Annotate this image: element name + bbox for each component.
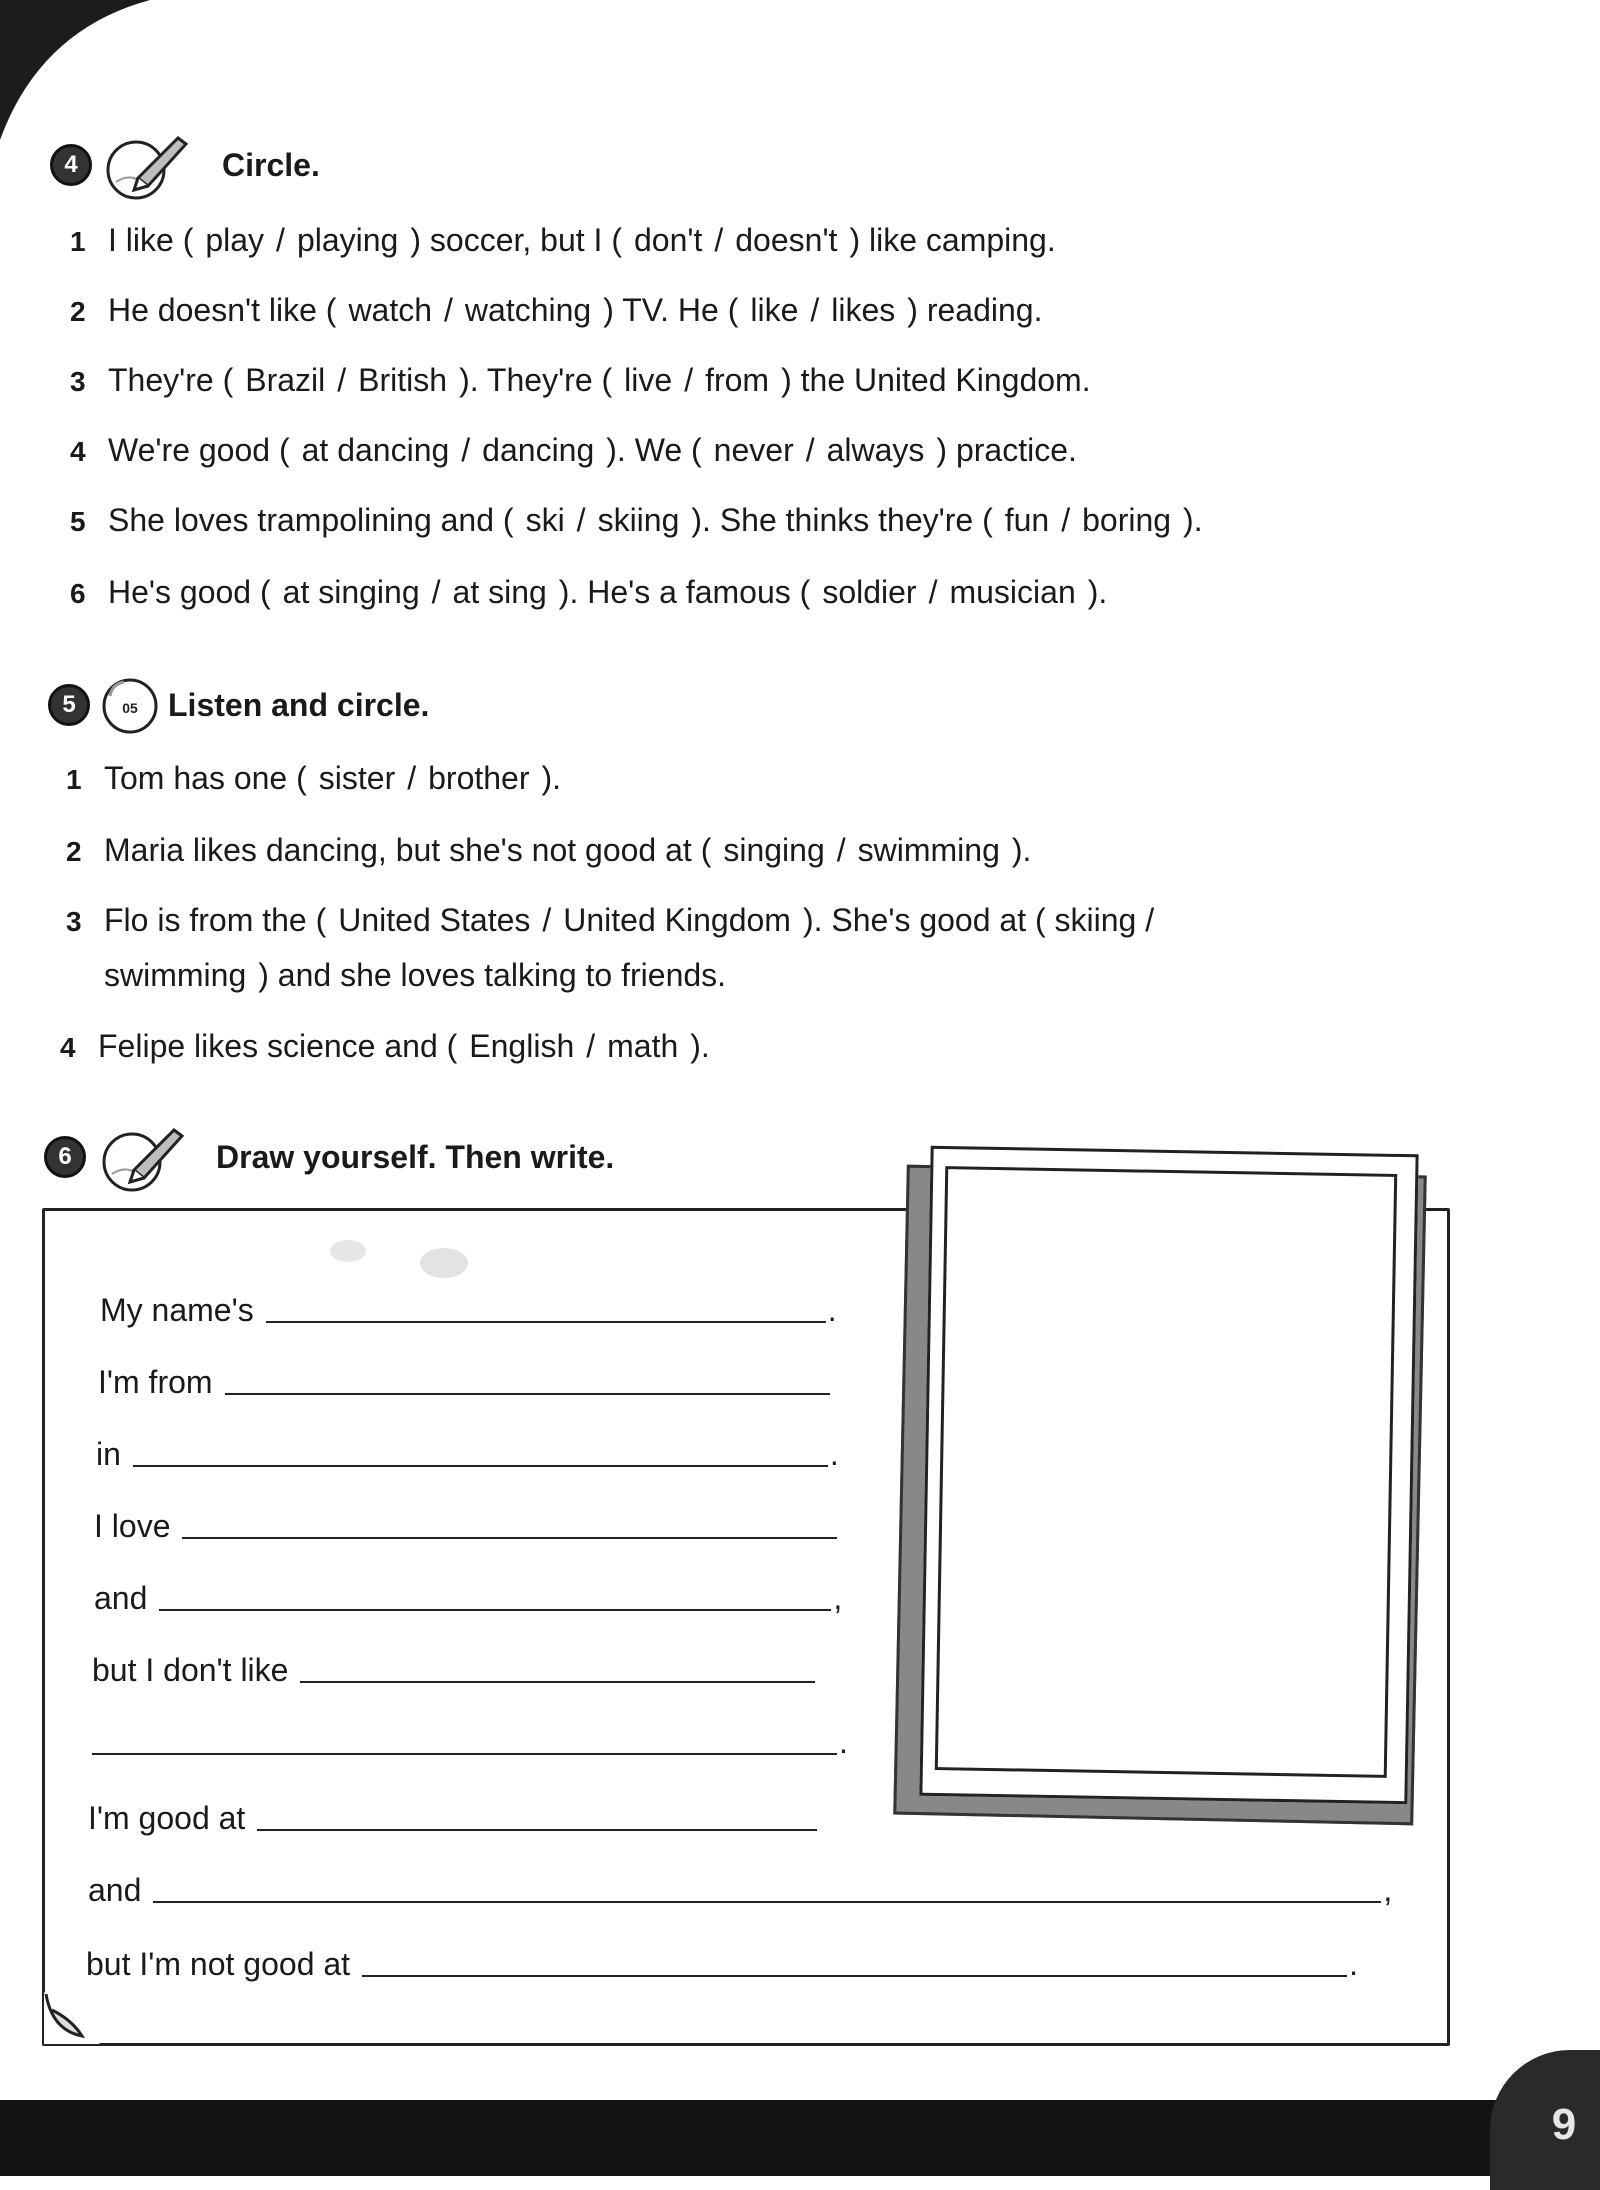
exercise-5-item-3: 3 Flo is from the ( United States / United Kingdom ). She's good at ( skiing / (66, 902, 1155, 938)
paper-stain (330, 1240, 366, 1262)
answer-blank[interactable] (300, 1681, 815, 1683)
page-corner-decoration (0, 0, 150, 140)
write-line-in: in . (96, 1436, 839, 1472)
track-number: 05 (122, 700, 138, 716)
page-number: 9 (1551, 2100, 1577, 2149)
write-line-love: I love (94, 1508, 839, 1545)
exercise-5-item-3-continued: swimming ) and she loves talking to friends. (104, 957, 727, 993)
write-line-not-good-at: but I'm not good at . (86, 1946, 1358, 1982)
exercise-5-item-4: 4 Felipe likes science and ( English / math ). (60, 1028, 710, 1064)
section-4-title: Circle. (222, 146, 320, 183)
audio-cd-icon (96, 670, 162, 740)
write-line-name: My name's . (100, 1292, 837, 1328)
answer-blank[interactable] (182, 1537, 837, 1539)
section-6-title: Draw yourself. Then write. (216, 1138, 615, 1175)
write-line-good-at: I'm good at (88, 1800, 819, 1837)
exercise-5-item-1: 1 Tom has one ( sister / brother ). (66, 760, 562, 796)
exercise-4-item-6: 6 He's good ( at singing / at sing ). He's a famous ( soldier / musician ). (70, 574, 1108, 610)
answer-blank[interactable] (92, 1753, 837, 1755)
exercise-4-item-3: 3 They're ( Brazil / British ). They're ( live / from ) the United Kingdom. (70, 362, 1091, 398)
answer-blank[interactable] (257, 1829, 817, 1831)
exercise-5-item-2: 2 Maria likes dancing, but she's not good at ( singing / swimming ). (66, 832, 1032, 868)
write-line-dont-like-continued: . (80, 1724, 848, 1761)
pencil-icon (98, 130, 208, 200)
write-line-dont-like: but I don't like (92, 1652, 817, 1689)
answer-blank[interactable] (362, 1975, 1347, 1977)
exercise-4-item-2: 2 He doesn't like ( watch / watching ) TV. He ( like / likes ) reading. (70, 292, 1043, 328)
page-curl-icon (42, 1990, 102, 2046)
write-line-and-2: and , (88, 1872, 1393, 1908)
answer-blank[interactable] (225, 1393, 830, 1395)
section-6-number: 6 (44, 1136, 86, 1178)
footer-bar (0, 2100, 1600, 2176)
answer-blank[interactable] (133, 1465, 828, 1467)
section-5-title: Listen and circle. (168, 686, 430, 723)
section-4-number: 4 (50, 144, 92, 186)
pencil-icon (92, 1122, 202, 1192)
drawing-area[interactable] (935, 1166, 1397, 1778)
answer-blank[interactable] (266, 1321, 826, 1323)
section-6-header (44, 1122, 614, 1192)
exercise-4-item-1: 1 I like ( play / playing ) soccer, but I ( don't / doesn't ) like camping. (70, 222, 1056, 258)
section-4-header (50, 130, 320, 200)
section-5-header (48, 670, 429, 740)
paper-stain (420, 1248, 468, 1278)
write-line-and: and , (94, 1580, 843, 1616)
exercise-4-item-4: 4 We're good ( at dancing / dancing ). We ( never / always ) practice. (70, 432, 1077, 468)
exercise-4-item-5: 5 She loves trampolining and ( ski / skiing ). She thinks they're ( fun / boring ). (70, 502, 1203, 538)
answer-blank[interactable] (159, 1609, 831, 1611)
section-5-number: 5 (48, 684, 90, 726)
write-line-from: I'm from (98, 1364, 832, 1401)
answer-blank[interactable] (153, 1901, 1381, 1903)
